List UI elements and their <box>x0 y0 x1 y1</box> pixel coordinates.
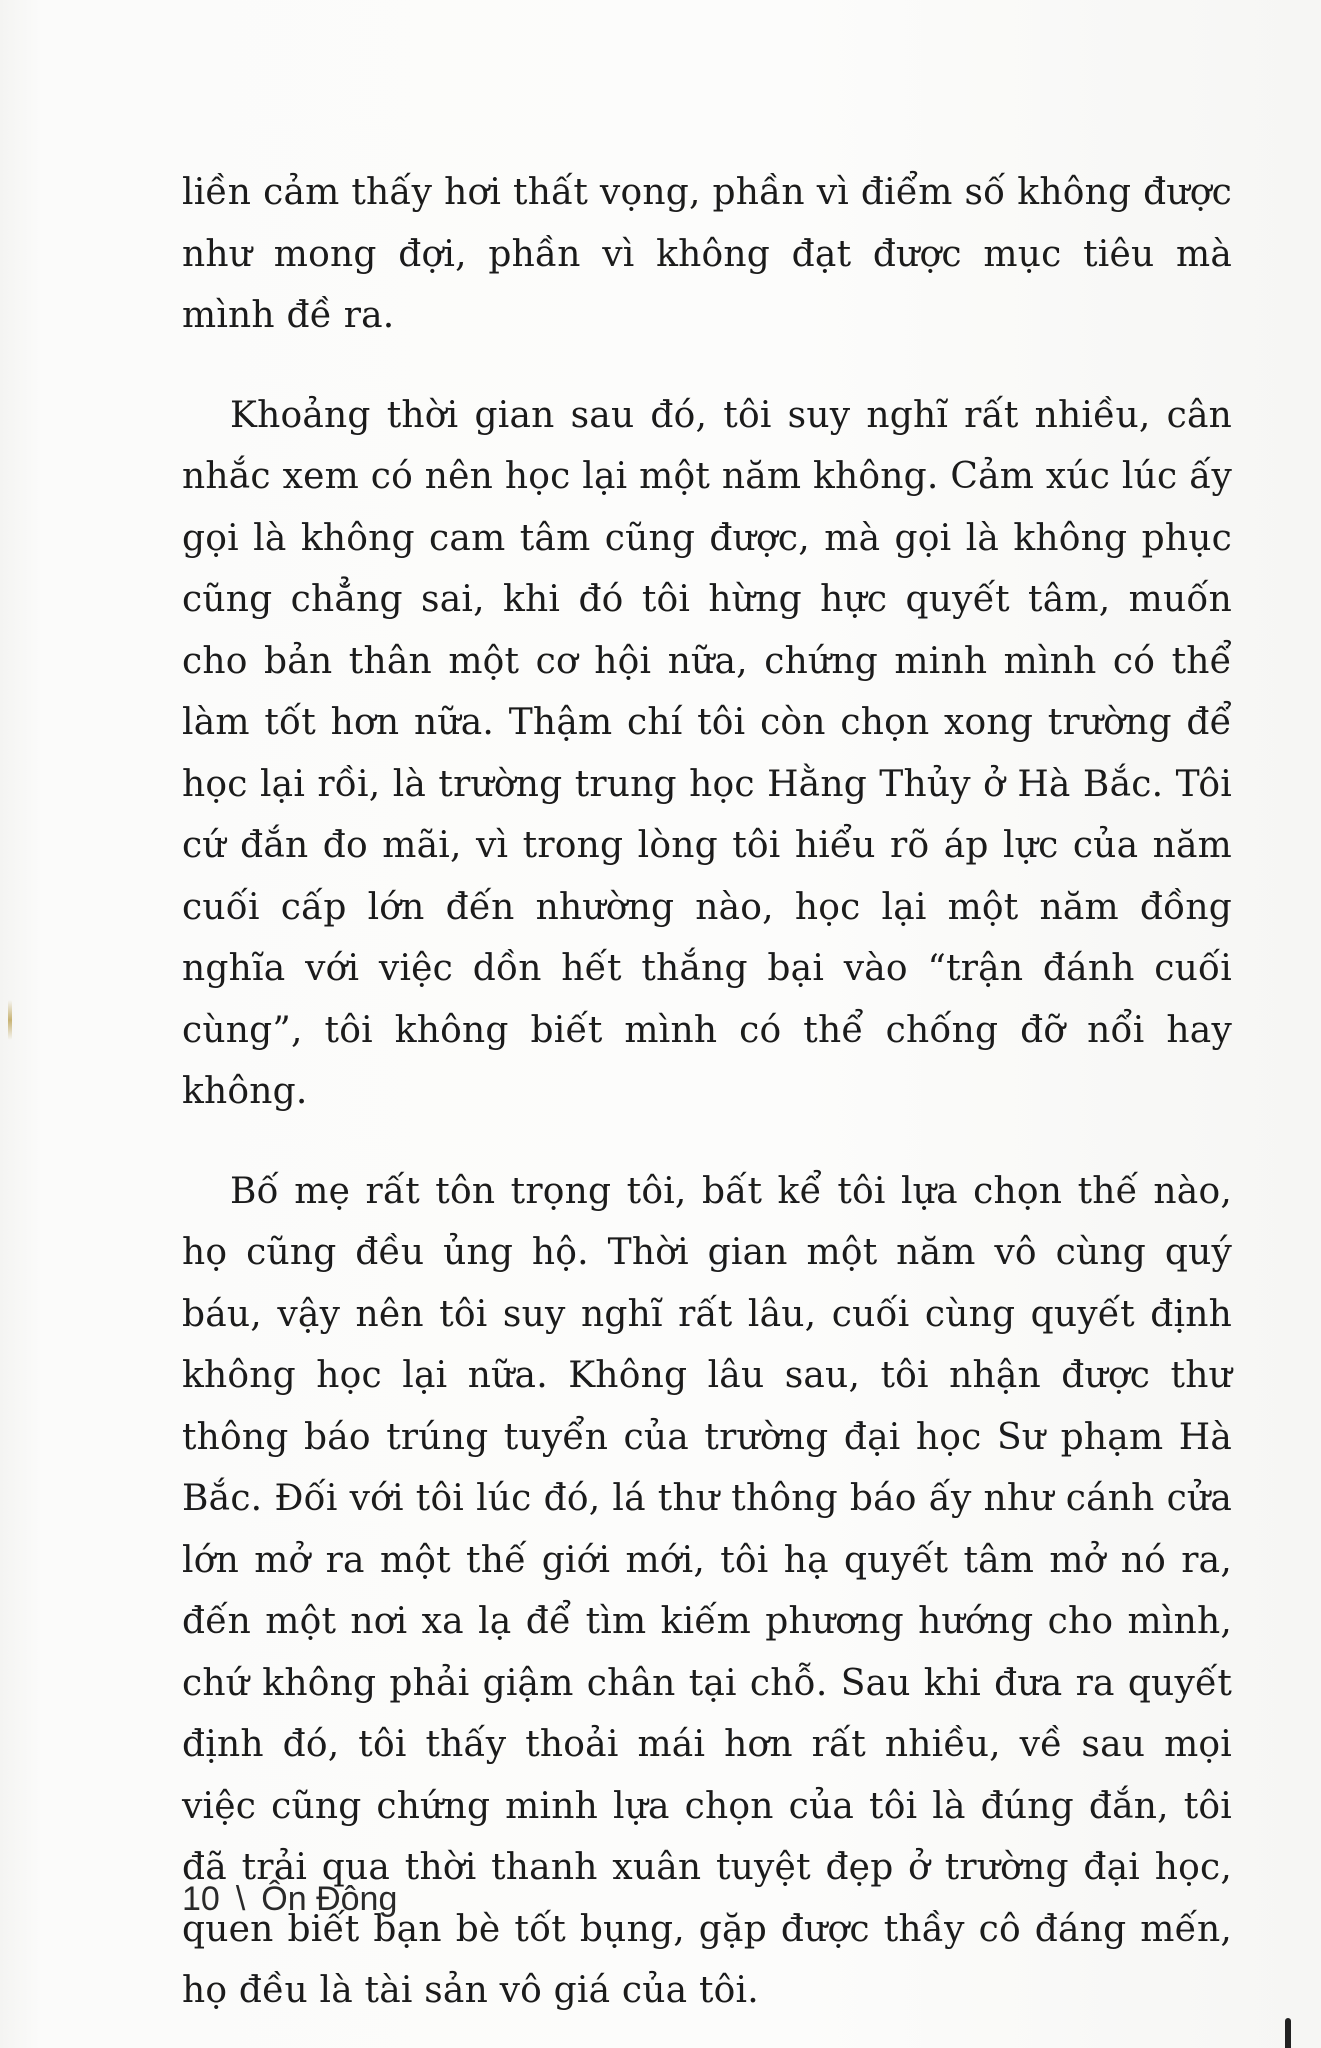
page-number: 10 <box>182 1880 220 1918</box>
page-corner-mark <box>1285 2018 1291 2048</box>
paragraph: Bố mẹ rất tôn trọng tôi, bất kể tôi lựa chọn thế nào, họ cũng đều ủng hộ. Thời gian một năm vô cùng quý báu, vậy nên tôi suy nghĩ rất lâu, cuối cùng quyết định không học lại nữa. Không lâu sau, tôi nhận được thư thông báo trúng tuyển của trường đại học Sư phạm Hà Bắc. Đối với tôi lúc đó, lá thư thông báo ấy như cánh cửa lớn mở ra một thế giới mới, tôi hạ quyết tâm mở nó ra, đến một nơi xa lạ để tìm kiếm phương hướng cho mình, chứ không phải giậm chân tại chỗ. Sau khi đưa ra quyết định đó, tôi thấy thoải mái hơn rất nhiều, về sau mọi việc cũng chứng minh lựa chọn của tôi là đúng đắn, tôi đã trải qua thời thanh xuân tuyệt đẹp ở trường đại học, quen biết bạn bè tốt bụng, gặp được thầy cô đáng mến, họ đều là tài sản vô giá của tôi. <box>182 1170 1232 2011</box>
page-footer <box>182 1880 397 1919</box>
page-edge-mark <box>8 1000 12 1040</box>
footer-separator: \ <box>235 1880 246 1918</box>
running-title: Ôn Đông <box>261 1880 398 1918</box>
paragraph: liền cảm thấy hơi thất vọng, phần vì điểm số không được như mong đợi, phần vì không đạt được mục tiêu mà mình đề ra. <box>182 172 1232 336</box>
paragraph: Khoảng thời gian sau đó, tôi suy nghĩ rất nhiều, cân nhắc xem có nên học lại một năm không. Cảm xúc lúc ấy gọi là không cam tâm cũng được, mà gọi là không phục cũng chẳng sai, khi đó tôi hừng hực quyết tâm, muốn cho bản thân một cơ hội nữa, chứng minh mình có thể làm tốt hơn nữa. Thậm chí tôi còn chọn xong trường để học lại rồi, là trường trung học Hằng Thủy ở Hà Bắc. Tôi cứ đắn đo mãi, vì trong lòng tôi hiểu rõ áp lực của năm cuối cấp lớn đến nhường nào, học lại một năm đồng nghĩa với việc dồn hết thắng bại vào “trận đánh cuối cùng”, tôi không biết mình có thể chống đỡ nổi hay không. <box>182 394 1232 1112</box>
body-text <box>182 162 1232 2022</box>
